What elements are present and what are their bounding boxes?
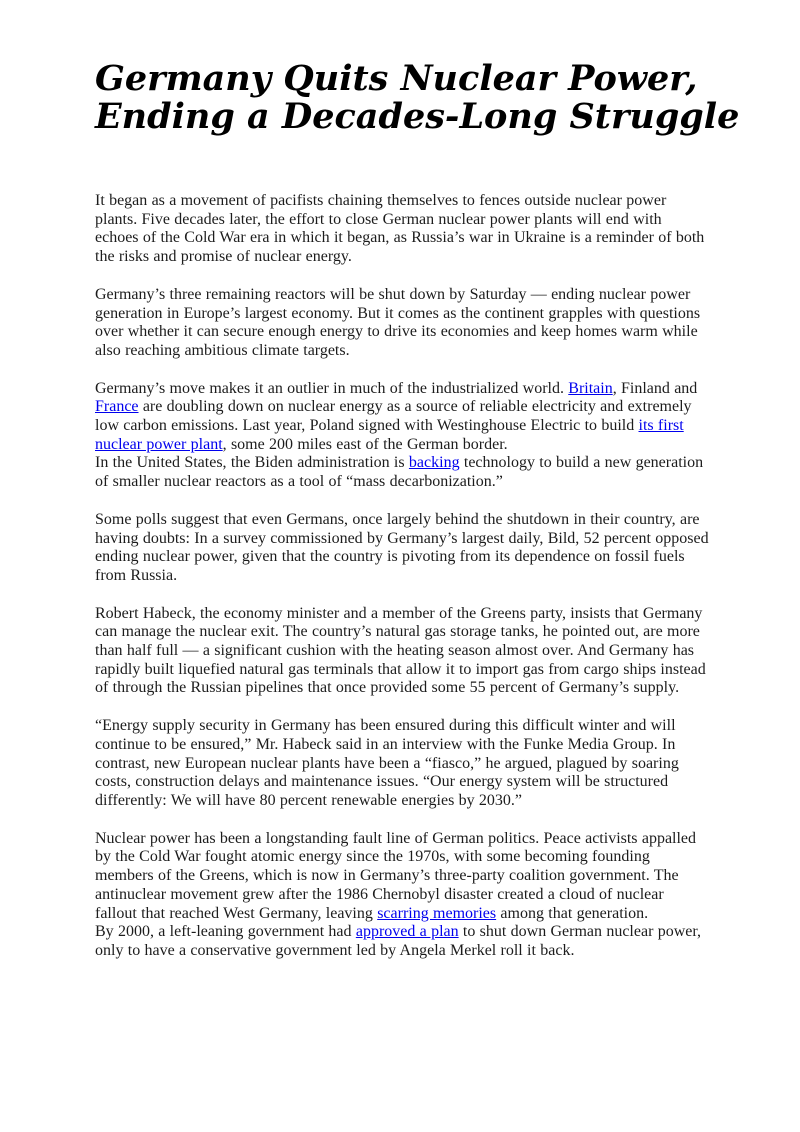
paragraph [95, 380, 709, 492]
text-run: technology to build a new generation of smaller nuclear reactors as a tool of “mass decarbonization.” [95, 454, 704, 491]
paragraph [95, 605, 709, 699]
article-title-line-2: Ending a Decades-Long Struggle [95, 96, 740, 137]
text-run: By 2000, a left-leaning government had [95, 923, 356, 941]
link-approved-a-plan[interactable]: approved a plan [355, 923, 459, 941]
paragraph [95, 830, 709, 961]
paragraph [95, 717, 709, 811]
text-run: Germany’s move makes it an outlier in much of the industrialized world. [95, 379, 569, 397]
text-run: to shut down German nuclear power, only to have a conservative government led by Angela Merkel roll it back. [95, 923, 702, 959]
text-run: It began as a movement of pacifists chaining themselves to fences outside nuclear power plants. Five decades later, the effort to close German nuclear power plants will end with echoes of the Cold War era in which it began, as Russia’s war in Ukraine is a reminder of both the risks and promise of nuclear energy. [95, 192, 705, 266]
text-run: among that generation. [496, 904, 649, 922]
text-run: are doubling down on nuclear energy as a source of reliable electricity and extremely low carbon emissions. Last year, Poland signed with Westinghouse Electric to build [95, 398, 692, 435]
paragraph [95, 511, 709, 586]
article [95, 58, 740, 980]
paragraph [95, 286, 709, 361]
article-title-line-1: Germany Quits Nuclear Power, [95, 58, 698, 99]
link-first-nuclear-power-plant[interactable]: its first nuclear power plant [95, 417, 684, 453]
text-run: In the United States, the Biden administration is [95, 454, 409, 472]
article-body [95, 192, 709, 961]
link-britain[interactable]: Britain [568, 379, 613, 397]
text-run: , some 200 miles east of the German border. [222, 435, 508, 453]
text-run: Some polls suggest that even Germans, once largely behind the shutdown in their country, are having doubts: In a survey commissioned by Germany’s largest daily, Bild, 52 percent opposed ending nuclear power, given that the country is pivoting from its dependence on fossil fuels from Russia. [95, 510, 709, 584]
text-run: , Finland and [612, 379, 698, 397]
link-scarring-memories[interactable]: scarring memories [377, 904, 497, 922]
link-france[interactable]: France [95, 398, 139, 416]
paragraph [95, 192, 709, 267]
text-run: Germany’s three remaining reactors will be shut down by Saturday — ending nuclear power generation in Europe’s largest economy. But it comes as the continent grapples with questions over whether it can secure enough energy to drive its economies and keep homes warm while also reaching ambitious climate targets. [95, 285, 701, 359]
link-backing[interactable]: backing [408, 454, 460, 472]
text-run: “Energy supply security in Germany has been ensured during this difficult winter and will continue to be ensured,” Mr. Habeck said in an interview with the Funke Media Group. In contrast, new European nuclear plants have been a “fiasco,” he argued, plagued by soaring costs, construction delays and maintenance issues. “Our energy system will be structured differently: We will have 80 percent renewable energies by 2030.” [95, 717, 679, 809]
text-run: Nuclear power has been a longstanding fault line of German politics. Peace activists appalled by the Cold War fought atomic energy since the 1970s, with some becoming founding members of the Greens, which is now in Germany’s three-party coalition government. The antinuclear movement grew after the 1986 Chernobyl disaster created a cloud of nuclear fallout that reached West Germany, leaving [95, 829, 697, 922]
text-run: Robert Habeck, the economy minister and a member of the Greens party, insists that Germany can manage the nuclear exit. The country’s natural gas storage tanks, he pointed out, are more than half full — a significant cushion with the heating season almost over. And Germany has rapidly built liquefied natural gas terminals that allow it to import gas from cargo ships instead of through the Russian pipelines that once provided some 55 percent of Germany’s supply. [95, 604, 706, 697]
page-title [95, 58, 740, 137]
